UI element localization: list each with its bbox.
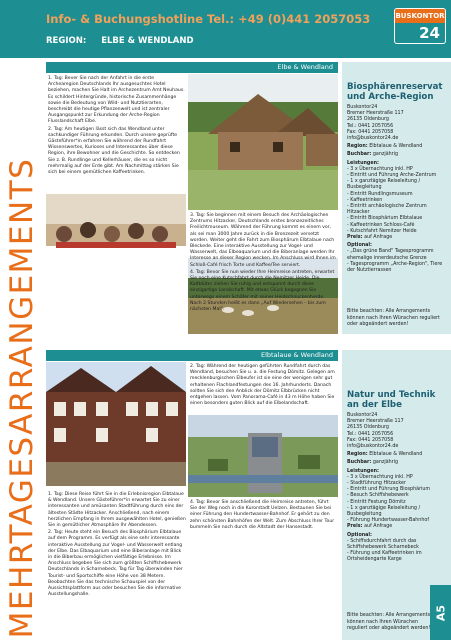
section1-services-label: Leistungen: xyxy=(347,160,379,166)
section2-region-value: Elbtalaue & Wendland xyxy=(369,452,423,458)
section1-region-label: Region: xyxy=(347,144,368,150)
section2-period-label: Buchbar: xyxy=(347,460,372,466)
section1-text-right xyxy=(190,213,336,314)
section2-bar xyxy=(46,350,338,361)
section1-day4: 4. Tag: Bevor Sie nun wieder Ihre Heimreise antreten, erwartet Sie noch eine Kutschfahrt durch die Nemitzer Heide. Die Kaltblüter ziehen Sie ruhig und entspannt durch diese einzigartige Landschaft. Mit etwas Glück begegnen Sie unterwegs einem Schäfer mit seiner Heidschnuckenherde. Nach 2 Stunden heißt es dann „Auf Wiedersehen – bis zum nächsten Mal". xyxy=(190,269,335,313)
section1-optional-item: - Tagesprogramm „Arche-Region", Tiere der Nutztierrassen xyxy=(347,261,443,274)
buskontor-logo xyxy=(394,8,446,44)
page-badge xyxy=(430,585,451,640)
section1-service-item: - Eintritt archäologische Zentrum Hitzacker xyxy=(347,204,427,216)
section1-optional-label: Optional: xyxy=(347,243,372,249)
section1-info-note: Bitte beachten: Alle Arrangements können nach Ihren Wünschen reguliert oder abgeändert werden! xyxy=(347,309,440,327)
section1-price-value: auf Anfrage xyxy=(364,235,393,241)
section1-service-item: - Kaffeetrinken Schloss-Café xyxy=(347,222,415,228)
section2-info-note: Bitte beachten: Alle Arrangements können nach Ihren Wünschen reguliert oder abgeändert werden! xyxy=(347,613,431,631)
section2-day4: 4. Tag: Bevor Sie anschließend die Heimreise antreten, führt Sie der Weg noch in die Kurorstadt Uelzen. Bestaunen Sie bei einer Führung den Hundertwasser-Bahnhof. Er gehört zu den zehn schönsten Bahnhöfen der Welt. Zum Abschluss Ihrer Tour bummeln Sie noch durch die Altstadt der Hansestadt. xyxy=(190,500,335,530)
section2-optional-item: - Führung und Kaffeetrinken im Ortsheidengarte Kargе xyxy=(347,551,422,563)
section2-info-title: Natur und Technik an der Elbe xyxy=(347,390,436,410)
region-line xyxy=(46,36,194,46)
page-badge-label: A5 xyxy=(434,604,447,621)
section2-optional-item: - Schiffsdurchfahrt durch das Schiffshebewerk Scharnebeck xyxy=(347,538,419,551)
photo-halftimbered-houses xyxy=(46,362,186,486)
section2-price-label: Preis: xyxy=(347,524,363,530)
section2-text-right-bottom xyxy=(190,500,336,532)
section1-service-item: - 3 x Übernachtung inkl. HP xyxy=(347,166,413,172)
section1-bar-label: Elbe & Wendland xyxy=(277,63,333,71)
section1-day2: 2. Tag: Am heutigen lässt sich das Wendland unter sachkundiger Führung erkunden. Durch unsere geprüfte Gästeführer*in erfahren Sie während der Rundfahrt Wissenswertes, Kurioses und Interessantes über diese Region, ihre Bewohner und die Geschichte. So entdecken Sie z. B. Rundlinge und Kellerhäuser, die es so nicht mehrmalig auf der Erde gibt. Am Nachmittag stärken Sie sich bei einem gemütlichen Kaffeetrinken. xyxy=(48,126,180,176)
section1-info-title: Biosphärenreservat und Arche-Region xyxy=(347,82,443,102)
section1-bar xyxy=(46,62,338,73)
photo-kaffee-group xyxy=(46,194,186,282)
section2-services-label: Leistungen: xyxy=(347,468,379,474)
logo-name: BUSKONTOR xyxy=(395,9,445,23)
section2-price-value: auf Anfrage xyxy=(364,524,393,530)
header-banner xyxy=(0,0,451,58)
section1-service-item: - Kutschfahrt Nemitzer Heide xyxy=(347,228,417,234)
section2-bar-label: Elbtalaue & Wendland xyxy=(260,351,333,359)
section1-text-top xyxy=(48,76,186,177)
photo-thatched-houses xyxy=(188,74,338,210)
section2-service-item: - Eintritt Festung Dömitz xyxy=(347,499,406,505)
section1-service-item: - 1 x ganztägige Reiseleitung / Busbegleitung xyxy=(347,179,421,191)
section1-period-value: ganzjährig xyxy=(372,152,399,158)
section2-service-item: - Führung Hundertwasser-Bahnhof xyxy=(347,518,430,524)
section2-service-item: - 3 x Übernachtung inkl. HP xyxy=(347,474,413,480)
section1-service-item: - Eintritt Rundlingsmuseum xyxy=(347,191,413,197)
section2-info-address: Buskontor24 Bremer Heerstraße 117 26135 Oldenburg Tel.: 0441 2057056 Fax: 0441 2057058 info@buskontor24.de xyxy=(347,413,404,450)
section2-service-item: - 1 x ganztägige Reiseleitung / Busbegleitung xyxy=(347,505,421,518)
section1-service-item: - Eintritt Biosphärium Elbtalaue xyxy=(347,216,423,222)
hotline-text: Info- & Buchungshotline Tel.: +49 (0)441 2057053 xyxy=(46,12,371,26)
logo-number: 24 xyxy=(419,24,440,42)
vertical-title xyxy=(2,58,42,640)
section1-info-box xyxy=(342,62,451,334)
section2-day1: 1. Tag: Diese Reise führt Sie in die Erlebnisregion Elbtalaue & Wendland. Unsere Gästeführer*in erwartet Sie zu einer interessanten und amüsanten Stadtführung durch eins der ältesten Städte Hitzacker. Anschließend, nach einem herzlichen Empfang in Ihrem ausgewählten Hotel, genießen Sie in gemütlicher Atmosphäre Ihr Abendessen. xyxy=(48,492,186,529)
section1-service-item: - Eintritt und Führung Arche-Zentrum xyxy=(347,173,437,179)
section2-service-item: - Stadtführung Hitzacker xyxy=(347,481,406,487)
section1-optional-item: - „Das grüne Band" Tagesprogramm ehemalige innerdeutsche Grenze xyxy=(347,249,434,261)
section1-price-label: Preis: xyxy=(347,235,363,241)
section1-info-address: Buskontor24 Bremer Heerstraße 117 26135 Oldenburg Tel.: 0441 2057056 Fax: 0441 2057058 info@buskontor24.de xyxy=(347,105,404,142)
section2-service-item: - Eintritt und Führung Biosphärium xyxy=(347,487,431,493)
section1-period-label: Buchbar: xyxy=(347,152,372,158)
section2-text-left xyxy=(48,492,186,599)
section2-service-item: - Besuch Schiffshebewerk xyxy=(347,493,409,499)
section2-region-label: Region: xyxy=(347,452,368,458)
section2-text-right xyxy=(190,364,336,408)
region-label: REGION: xyxy=(46,36,87,46)
region-value: ELBE & WENDLAND xyxy=(101,36,194,46)
vertical-title-text: MEHRTAGESARRANGEMENTS xyxy=(4,157,40,639)
section1-region-value: Elbtalaue & Wendland xyxy=(369,144,423,150)
section2-day2: 2. Tag: Während der heutigen geführten Rundfahrt durch das Wendland, besuchen Sie u. a. die Festung Dömitz. Gelegen am mecklenburgischen Elbeufer ist sie eine der wenigen sehr gut erhaltenen Flachlandfestungen des 16. Jahrhunderts. Danach sollten Sie sich den Anblick der Dömitz Elbbrücken nicht entgehen lassen. Vom Panorama-Café in 43 m Höhe haben Sie einen besonders guten Blick auf die Elbelandschaft. xyxy=(190,364,335,407)
photo-ship-lift xyxy=(188,415,338,497)
section1-service-item: - Kaffeetrinken xyxy=(347,197,383,203)
section2-optional-label: Optional: xyxy=(347,532,372,538)
section2-day2b: 2. Tag: Heute steht ein Besuch des Biosphärium Elbtalaue auf dem Programm. Es verfügt als eine sehr interessante interaktive Ausstellung zur Vogel- und Wasserwelt entlang der Elbe. Das Elbaquarium und eine Biberanlage mit Blick in die Biberbau ermöglichen vielfältige Erlebnisse. Im Anschluss begeben Sie sich zum größten Schiffshebewerk Deutschlands in Scharnebeck. Tag für Tag überwinden hier Tourist- und Sportschiffe eine Höhe von 38 Metern. Beobachten Sie das technische Schauspiel von der Aussichtsplattform aus oder besuchen Sie die informative Ausstellungshalle. xyxy=(48,530,183,598)
section2-period-value: ganzjährig xyxy=(372,460,399,466)
section1-day1: 1. Tag: Bever Sie nach der Anfahrt in die erste Archearegion Deutschlands Ihr ausgesuchtes Hotel beziehen, machen Sie Halt im Archezentrum Amt Neuhaus. Es schildert Hintergründe, historische Zusammenhänge sowie die Bedeutung von Wild- und Nutztierarten, beschreibt die heutige Pflanzenwelt und ist zentraler Ausgangspunkt zur Erkundung der Arche-Region Flusslandschaft Elbe. xyxy=(48,76,185,125)
section1-day3: 3. Tag: Sie beginnen mit einem Besuch des Archäologischen Zentrums Hitzacker, Deutschlands erstes bronzezeitliches Freilichtmuseum. Während der Führung kommt es einem vor, als sei man 3000 Jahre zurück in die Bronzezeit versetzt worden. Weiter geht die Fahrt zum Biosphärum Elbtalaue nach Bleckede. Eine interaktive Ausstellung zur Vogel- und Wasserwelt, das Elbeaquarium und die Biberanlage werden Ihr Interesse an dieser Region wecken. Im Anschluss wird Ihnen im Schloß-Café frisch Torte und Kaffee/Tee serviert. xyxy=(190,213,336,268)
